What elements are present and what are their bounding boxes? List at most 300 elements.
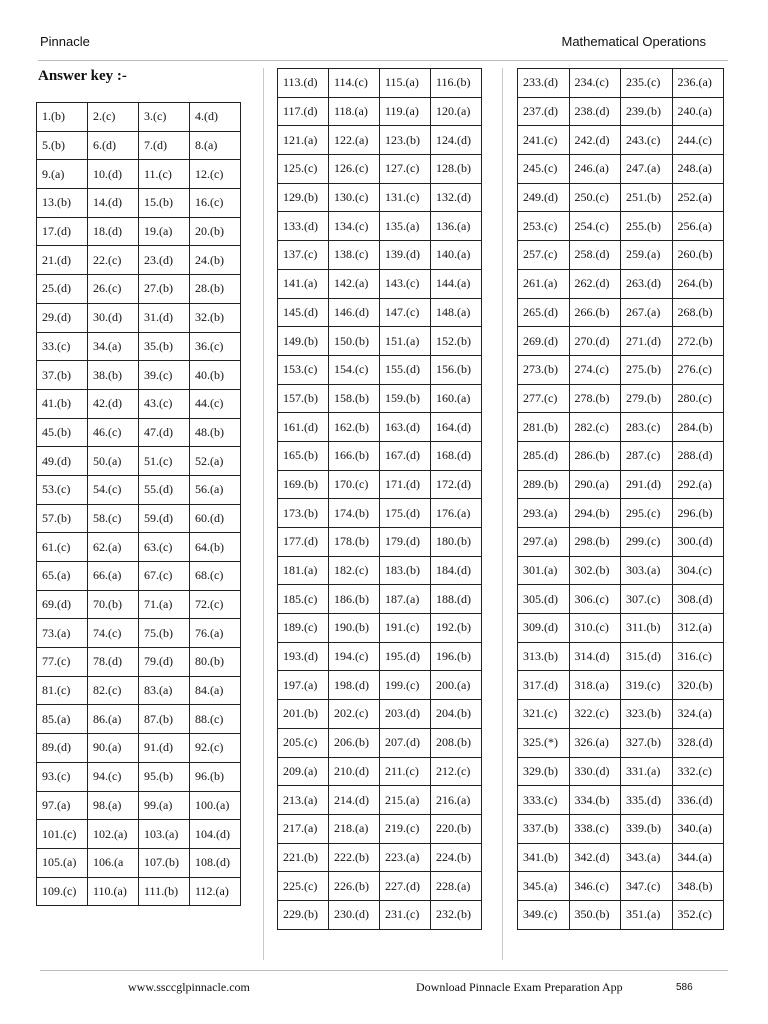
answer-cell: 335.(d) xyxy=(621,786,673,815)
answer-cell: 201.(b) xyxy=(278,700,329,729)
answer-cell: 230.(d) xyxy=(329,900,380,929)
answer-cell: 166.(b) xyxy=(329,441,380,470)
table-row xyxy=(518,700,724,729)
answer-cell: 125.(c) xyxy=(278,155,329,184)
answer-cell: 157.(b) xyxy=(278,384,329,413)
table-row xyxy=(518,97,724,126)
table-row xyxy=(518,843,724,872)
answer-cell: 149.(b) xyxy=(278,327,329,356)
answer-cell: 304.(c) xyxy=(672,556,724,585)
answer-cell: 302.(b) xyxy=(569,556,621,585)
answer-cell: 61.(c) xyxy=(37,533,88,562)
answer-cell: 227.(d) xyxy=(380,872,431,901)
answer-cell: 317.(d) xyxy=(518,671,570,700)
answer-cell: 297.(a) xyxy=(518,528,570,557)
answer-cell: 89.(d) xyxy=(37,734,88,763)
answer-cell: 232.(b) xyxy=(431,900,482,929)
answer-cell: 253.(c) xyxy=(518,212,570,241)
table-row xyxy=(37,533,241,562)
table-row xyxy=(278,183,482,212)
table-row xyxy=(37,705,241,734)
answer-cell: 285.(d) xyxy=(518,441,570,470)
table-row xyxy=(518,728,724,757)
answer-cell: 91.(d) xyxy=(139,734,190,763)
answer-cell: 114.(c) xyxy=(329,69,380,98)
answer-cell: 70.(b) xyxy=(88,590,139,619)
table-row xyxy=(518,872,724,901)
answer-cell: 290.(a) xyxy=(569,470,621,499)
answer-cell: 5.(b) xyxy=(37,131,88,160)
answer-cell: 250.(c) xyxy=(569,183,621,212)
answer-cell: 126.(c) xyxy=(329,155,380,184)
answer-cell: 203.(d) xyxy=(380,700,431,729)
answer-cell: 45.(b) xyxy=(37,418,88,447)
answer-cell: 193.(d) xyxy=(278,642,329,671)
answer-cell: 323.(b) xyxy=(621,700,673,729)
table-row xyxy=(278,642,482,671)
table-row xyxy=(518,298,724,327)
table-row xyxy=(518,900,724,929)
answer-cell: 129.(b) xyxy=(278,183,329,212)
answer-cell: 111.(b) xyxy=(139,877,190,906)
answer-cell: 155.(d) xyxy=(380,355,431,384)
table-row xyxy=(37,303,241,332)
table-row xyxy=(518,384,724,413)
table-row xyxy=(518,671,724,700)
answer-cell: 293.(a) xyxy=(518,499,570,528)
answer-cell: 73.(a) xyxy=(37,619,88,648)
answer-cell: 47.(d) xyxy=(139,418,190,447)
answer-cell: 312.(a) xyxy=(672,614,724,643)
answer-cell: 164.(d) xyxy=(431,413,482,442)
answer-cell: 27.(b) xyxy=(139,275,190,304)
table-row xyxy=(37,877,241,906)
table-row xyxy=(518,642,724,671)
answer-cell: 88.(c) xyxy=(190,705,241,734)
table-row xyxy=(278,441,482,470)
answer-cell: 62.(a) xyxy=(88,533,139,562)
answer-cell: 39.(c) xyxy=(139,361,190,390)
answer-cell: 233.(d) xyxy=(518,69,570,98)
answer-cell: 217.(a) xyxy=(278,814,329,843)
answer-cell: 35.(b) xyxy=(139,332,190,361)
table-row xyxy=(278,126,482,155)
answer-cell: 259.(a) xyxy=(621,241,673,270)
table-row xyxy=(278,69,482,98)
answer-cell: 222.(b) xyxy=(329,843,380,872)
answer-cell: 309.(d) xyxy=(518,614,570,643)
table-row xyxy=(278,671,482,700)
answer-cell: 246.(a) xyxy=(569,155,621,184)
answer-cell: 16.(c) xyxy=(190,189,241,218)
answer-cell: 156.(b) xyxy=(431,355,482,384)
answer-cell: 173.(b) xyxy=(278,499,329,528)
answer-cell: 208.(b) xyxy=(431,728,482,757)
answer-cell: 2.(c) xyxy=(88,103,139,132)
answer-cell: 269.(d) xyxy=(518,327,570,356)
answer-cell: 342.(d) xyxy=(569,843,621,872)
table-row xyxy=(278,700,482,729)
answer-cell: 291.(d) xyxy=(621,470,673,499)
answer-cell: 270.(d) xyxy=(569,327,621,356)
answer-cell: 346.(c) xyxy=(569,872,621,901)
answer-cell: 23.(d) xyxy=(139,246,190,275)
answer-cell: 26.(c) xyxy=(88,275,139,304)
answer-cell: 78.(d) xyxy=(88,648,139,677)
answer-cell: 235.(c) xyxy=(621,69,673,98)
answer-cell: 298.(b) xyxy=(569,528,621,557)
answer-cell: 52.(a) xyxy=(190,447,241,476)
answer-cell: 311.(b) xyxy=(621,614,673,643)
answer-cell: 216.(a) xyxy=(431,786,482,815)
answer-cell: 108.(d) xyxy=(190,848,241,877)
answer-cell: 60.(d) xyxy=(190,504,241,533)
answer-cell: 110.(a) xyxy=(88,877,139,906)
answer-cell: 19.(a) xyxy=(139,217,190,246)
answer-cell: 275.(b) xyxy=(621,355,673,384)
answer-cell: 333.(c) xyxy=(518,786,570,815)
answer-cell: 267.(a) xyxy=(621,298,673,327)
table-row xyxy=(278,528,482,557)
answer-cell: 72.(c) xyxy=(190,590,241,619)
answer-cell: 199.(c) xyxy=(380,671,431,700)
table-row xyxy=(518,441,724,470)
table-row xyxy=(37,590,241,619)
answer-cell: 51.(c) xyxy=(139,447,190,476)
answer-cell: 188.(d) xyxy=(431,585,482,614)
answer-cell: 145.(d) xyxy=(278,298,329,327)
answer-cell: 195.(d) xyxy=(380,642,431,671)
answer-cell: 116.(b) xyxy=(431,69,482,98)
answer-cell: 345.(a) xyxy=(518,872,570,901)
table-row xyxy=(37,217,241,246)
answer-cell: 220.(b) xyxy=(431,814,482,843)
answer-cell: 13.(b) xyxy=(37,189,88,218)
table-row xyxy=(37,131,241,160)
table-row xyxy=(518,786,724,815)
table-row xyxy=(37,762,241,791)
answer-cell: 278.(b) xyxy=(569,384,621,413)
table-row xyxy=(518,241,724,270)
answer-cell: 153.(c) xyxy=(278,355,329,384)
answer-cell: 162.(b) xyxy=(329,413,380,442)
table-row xyxy=(278,212,482,241)
answer-cell: 36.(c) xyxy=(190,332,241,361)
answer-cell: 260.(b) xyxy=(672,241,724,270)
table-row xyxy=(37,275,241,304)
answer-cell: 142.(a) xyxy=(329,269,380,298)
table-row xyxy=(278,298,482,327)
table-row xyxy=(37,361,241,390)
answer-cell: 64.(b) xyxy=(190,533,241,562)
answer-cell: 32.(b) xyxy=(190,303,241,332)
answer-cell: 319.(c) xyxy=(621,671,673,700)
answer-cell: 143.(c) xyxy=(380,269,431,298)
answer-cell: 4.(d) xyxy=(190,103,241,132)
table-row xyxy=(278,900,482,929)
answer-cell: 211.(c) xyxy=(380,757,431,786)
answer-cell: 84.(a) xyxy=(190,676,241,705)
answer-cell: 38.(b) xyxy=(88,361,139,390)
answer-cell: 69.(d) xyxy=(37,590,88,619)
answer-cell: 180.(b) xyxy=(431,528,482,557)
answer-cell: 43.(c) xyxy=(139,389,190,418)
table-row xyxy=(278,384,482,413)
answer-cell: 325.(*) xyxy=(518,728,570,757)
answer-cell: 138.(c) xyxy=(329,241,380,270)
answer-cell: 24.(b) xyxy=(190,246,241,275)
answer-cell: 279.(b) xyxy=(621,384,673,413)
answer-cell: 241.(c) xyxy=(518,126,570,155)
answer-cell: 128.(b) xyxy=(431,155,482,184)
answer-cell: 308.(d) xyxy=(672,585,724,614)
answer-cell: 288.(d) xyxy=(672,441,724,470)
answer-cell: 77.(c) xyxy=(37,648,88,677)
answer-cell: 68.(c) xyxy=(190,562,241,591)
answer-cell: 49.(d) xyxy=(37,447,88,476)
table-row xyxy=(37,791,241,820)
answer-cell: 289.(b) xyxy=(518,470,570,499)
answer-cell: 328.(d) xyxy=(672,728,724,757)
answer-cell: 205.(c) xyxy=(278,728,329,757)
answer-cell: 214.(d) xyxy=(329,786,380,815)
answer-cell: 236.(a) xyxy=(672,69,724,98)
answer-cell: 103.(a) xyxy=(139,820,190,849)
answer-cell: 101.(c) xyxy=(37,820,88,849)
answer-cell: 140.(a) xyxy=(431,241,482,270)
answer-cell: 55.(d) xyxy=(139,475,190,504)
answer-cell: 334.(b) xyxy=(569,786,621,815)
table-row xyxy=(278,872,482,901)
header-chapter-title: Mathematical Operations xyxy=(561,34,706,49)
table-row xyxy=(37,246,241,275)
answer-cell: 223.(a) xyxy=(380,843,431,872)
answer-cell: 139.(d) xyxy=(380,241,431,270)
page-number: 586 xyxy=(676,982,693,993)
answer-cell: 107.(b) xyxy=(139,848,190,877)
answer-cell: 94.(c) xyxy=(88,762,139,791)
table-row xyxy=(37,447,241,476)
answer-cell: 218.(a) xyxy=(329,814,380,843)
answer-key-heading: Answer key :- xyxy=(38,68,127,84)
table-row xyxy=(278,269,482,298)
table-row xyxy=(278,355,482,384)
answer-cell: 22.(c) xyxy=(88,246,139,275)
answer-cell: 307.(c) xyxy=(621,585,673,614)
answer-cell: 243.(c) xyxy=(621,126,673,155)
answer-cell: 349.(c) xyxy=(518,900,570,929)
answer-cell: 315.(d) xyxy=(621,642,673,671)
answer-cell: 212.(c) xyxy=(431,757,482,786)
answer-cell: 112.(a) xyxy=(190,877,241,906)
answer-cell: 215.(a) xyxy=(380,786,431,815)
answer-cell: 124.(d) xyxy=(431,126,482,155)
table-row xyxy=(37,562,241,591)
answer-cell: 344.(a) xyxy=(672,843,724,872)
answer-cell: 185.(c) xyxy=(278,585,329,614)
answer-cell: 294.(b) xyxy=(569,499,621,528)
answer-cell: 71.(a) xyxy=(139,590,190,619)
answer-cell: 85.(a) xyxy=(37,705,88,734)
answer-cell: 338.(c) xyxy=(569,814,621,843)
answer-cell: 121.(a) xyxy=(278,126,329,155)
answer-cell: 262.(d) xyxy=(569,269,621,298)
table-row xyxy=(37,734,241,763)
answer-cell: 282.(c) xyxy=(569,413,621,442)
answer-cell: 74.(c) xyxy=(88,619,139,648)
answer-cell: 161.(d) xyxy=(278,413,329,442)
answer-cell: 80.(b) xyxy=(190,648,241,677)
answer-cell: 46.(c) xyxy=(88,418,139,447)
table-row xyxy=(518,212,724,241)
answer-cell: 287.(c) xyxy=(621,441,673,470)
answer-cell: 99.(a) xyxy=(139,791,190,820)
answer-cell: 154.(c) xyxy=(329,355,380,384)
answer-cell: 6.(d) xyxy=(88,131,139,160)
answer-cell: 169.(b) xyxy=(278,470,329,499)
answer-cell: 163.(d) xyxy=(380,413,431,442)
answer-cell: 351.(a) xyxy=(621,900,673,929)
answer-cell: 172.(d) xyxy=(431,470,482,499)
answer-cell: 229.(b) xyxy=(278,900,329,929)
answer-cell: 242.(d) xyxy=(569,126,621,155)
answer-cell: 151.(a) xyxy=(380,327,431,356)
answer-cell: 337.(b) xyxy=(518,814,570,843)
answer-cell: 303.(a) xyxy=(621,556,673,585)
answer-cell: 57.(b) xyxy=(37,504,88,533)
answer-cell: 181.(a) xyxy=(278,556,329,585)
answer-cell: 95.(b) xyxy=(139,762,190,791)
answer-cell: 300.(d) xyxy=(672,528,724,557)
answer-cell: 352.(c) xyxy=(672,900,724,929)
answer-cell: 264.(b) xyxy=(672,269,724,298)
answer-cell: 310.(c) xyxy=(569,614,621,643)
answer-cell: 301.(a) xyxy=(518,556,570,585)
answer-cell: 8.(a) xyxy=(190,131,241,160)
answer-cell: 330.(d) xyxy=(569,757,621,786)
answer-cell: 130.(c) xyxy=(329,183,380,212)
answer-cell: 63.(c) xyxy=(139,533,190,562)
answer-cell: 182.(c) xyxy=(329,556,380,585)
answer-cell: 221.(b) xyxy=(278,843,329,872)
answer-cell: 141.(a) xyxy=(278,269,329,298)
answer-cell: 134.(c) xyxy=(329,212,380,241)
answer-cell: 105.(a) xyxy=(37,848,88,877)
table-row xyxy=(37,848,241,877)
answer-cell: 247.(a) xyxy=(621,155,673,184)
answer-cell: 102.(a) xyxy=(88,820,139,849)
answer-cell: 174.(b) xyxy=(329,499,380,528)
answer-cell: 322.(c) xyxy=(569,700,621,729)
answer-cell: 255.(b) xyxy=(621,212,673,241)
answer-cell: 9.(a) xyxy=(37,160,88,189)
answer-cell: 135.(a) xyxy=(380,212,431,241)
table-row xyxy=(518,183,724,212)
answer-cell: 265.(d) xyxy=(518,298,570,327)
answer-cell: 186.(b) xyxy=(329,585,380,614)
answer-cell: 200.(a) xyxy=(431,671,482,700)
answer-cell: 207.(d) xyxy=(380,728,431,757)
answer-cell: 329.(b) xyxy=(518,757,570,786)
answer-cell: 324.(a) xyxy=(672,700,724,729)
answer-cell: 11.(c) xyxy=(139,160,190,189)
answer-cell: 187.(a) xyxy=(380,585,431,614)
answer-cell: 58.(c) xyxy=(88,504,139,533)
table-row xyxy=(278,413,482,442)
table-row xyxy=(37,160,241,189)
table-row xyxy=(278,499,482,528)
table-row xyxy=(518,614,724,643)
answer-cell: 321.(c) xyxy=(518,700,570,729)
answer-cell: 25.(d) xyxy=(37,275,88,304)
answer-cell: 93.(c) xyxy=(37,762,88,791)
answer-cell: 21.(d) xyxy=(37,246,88,275)
answer-cell: 350.(b) xyxy=(569,900,621,929)
table-row xyxy=(37,189,241,218)
answer-cell: 100.(a) xyxy=(190,791,241,820)
table-row xyxy=(518,814,724,843)
answer-cell: 146.(d) xyxy=(329,298,380,327)
table-row xyxy=(518,269,724,298)
answer-cell: 281.(b) xyxy=(518,413,570,442)
answer-cell: 305.(d) xyxy=(518,585,570,614)
answer-cell: 144.(a) xyxy=(431,269,482,298)
answer-cell: 167.(d) xyxy=(380,441,431,470)
column-separator xyxy=(263,68,264,960)
header-brand: Pinnacle xyxy=(40,34,90,49)
answer-cell: 244.(c) xyxy=(672,126,724,155)
answer-cell: 160.(a) xyxy=(431,384,482,413)
answer-cell: 131.(c) xyxy=(380,183,431,212)
answer-cell: 127.(c) xyxy=(380,155,431,184)
table-row xyxy=(518,556,724,585)
answer-cell: 206.(b) xyxy=(329,728,380,757)
table-row xyxy=(518,413,724,442)
table-row xyxy=(37,389,241,418)
answer-cell: 83.(a) xyxy=(139,676,190,705)
table-row xyxy=(278,470,482,499)
answer-cell: 191.(c) xyxy=(380,614,431,643)
answer-cell: 271.(d) xyxy=(621,327,673,356)
answer-cell: 313.(b) xyxy=(518,642,570,671)
answer-cell: 42.(d) xyxy=(88,389,139,418)
answer-cell: 147.(c) xyxy=(380,298,431,327)
answer-cell: 237.(d) xyxy=(518,97,570,126)
table-row xyxy=(518,126,724,155)
answer-cell: 239.(b) xyxy=(621,97,673,126)
answer-cell: 332.(c) xyxy=(672,757,724,786)
table-row xyxy=(518,499,724,528)
answer-cell: 339.(b) xyxy=(621,814,673,843)
answer-cell: 341.(b) xyxy=(518,843,570,872)
answer-cell: 256.(a) xyxy=(672,212,724,241)
table-row xyxy=(518,585,724,614)
answer-cell: 343.(a) xyxy=(621,843,673,872)
table-row xyxy=(518,355,724,384)
answer-cell: 12.(c) xyxy=(190,160,241,189)
table-row xyxy=(278,97,482,126)
answer-cell: 326.(a) xyxy=(569,728,621,757)
answer-cell: 209.(a) xyxy=(278,757,329,786)
answer-cell: 75.(b) xyxy=(139,619,190,648)
answer-cell: 50.(a) xyxy=(88,447,139,476)
answer-cell: 106.(a xyxy=(88,848,139,877)
answer-cell: 115.(a) xyxy=(380,69,431,98)
answer-cell: 34.(a) xyxy=(88,332,139,361)
table-row xyxy=(37,418,241,447)
answer-cell: 219.(c) xyxy=(380,814,431,843)
footer-divider xyxy=(40,970,728,971)
